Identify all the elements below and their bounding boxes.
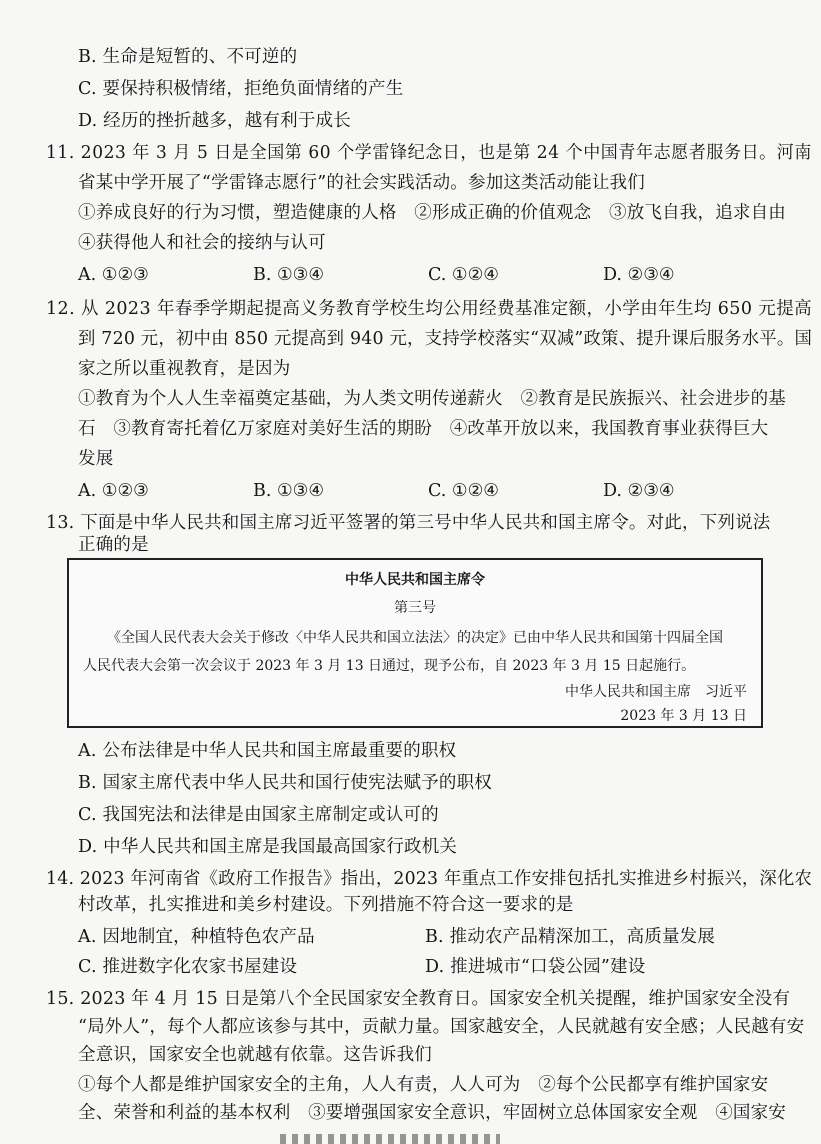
q12-option-b: B. ①③④ [253,481,325,501]
presidential-order-box [67,558,763,728]
q10-option-d: D. 经历的挫折越多，越有利于成长 [78,111,351,131]
order-body-line1: 《全国人民代表大会关于修改〈中华人民共和国立法法〉的决定》已由中华人民共和国第十四届全国 [107,630,723,646]
q11-option-d: D. ②③④ [603,265,675,285]
q14-option-a: A. 因地制宜，种植特色农产品 [78,927,315,947]
q15-stem-line3: 全意识，国家安全也就越有依靠。这告诉我们 [78,1045,432,1065]
order-date: 2023 年 3 月 13 日 [620,708,747,724]
order-signer: 中华人民共和国主席 习近平 [565,684,747,700]
q13-stem-line2: 正确的是 [78,535,149,555]
q14-stem-line1: 14. 2023 年河南省《政府工作报告》指出，2023 年重点工作安排包括扎实推进乡村振兴，深化农 [46,869,813,889]
q12-option-d: D. ②③④ [603,481,675,501]
q11-option-c: C. ①②④ [428,265,499,285]
q12-stem-line3: 家之所以重视教育，是因为 [78,359,291,379]
q12-choice-line1: ①教育为个人人生幸福奠定基础，为人类文明传递薪火 ②教育是民族振兴、社会进步的基 [78,389,786,409]
q12-choice-line3: 发展 [78,449,114,469]
q15-stem-line1: 15. 2023 年 4 月 15 日是第八个全民国家安全教育日。国家安全机关提醒，维护国家安全没有 [46,989,791,1009]
q13-option-c: C. 我国宪法和法律是由国家主席制定或认可的 [78,805,439,825]
q11-choice-line2: ④获得他人和社会的接纳与认可 [78,233,326,253]
q11-choice-line1: ①养成良好的行为习惯，塑造健康的人格 ②形成正确的价值观念 ③放飞自我，追求自由 [78,203,786,223]
q14-option-c: C. 推进数字化农家书屋建设 [78,957,298,977]
q14-option-b: B. 推动农产品精深加工，高质量发展 [425,927,716,947]
q11-stem-line2: 省某中学开展了“学雷锋志愿行”的社会实践活动。参加这类活动能让我们 [78,173,645,193]
q11-option-a: A. ①②③ [78,265,149,285]
q13-stem-line1: 13. 下面是中华人民共和国主席习近平签署的第三号中华人民共和国主席令。对此，下列说法 [46,513,771,533]
q15-choice-line1: ①每个人都是维护国家安全的主角，人人有责，人人可为 ②每个公民都享有维护国家安 [78,1075,769,1095]
q12-options [78,478,758,504]
q10-option-b: B. 生命是短暂的、不可逆的 [78,47,298,67]
q15-stem-line2: “局外人”，每个人都应该参与其中，贡献力量。国家越安全，人民就越有安全感；人民越有安 [78,1017,805,1037]
q12-choice-line2: 石 ③教育寄托着亿万家庭对美好生活的期盼 ④改革开放以来，我国教育事业获得巨大 [78,419,769,439]
order-body-line2: 人民代表大会第一次会议于 2023 年 3 月 13 日通过，现予公布，自 2023 年 3 月 15 日起施行。 [83,658,696,674]
q11-option-b: B. ①③④ [253,265,325,285]
q12-stem-line2: 到 720 元，初中由 850 元提高到 940 元，支持学校落实“双减”政策、提升课后服务水平。国 [78,329,813,349]
q11-options [78,262,758,288]
q13-option-b: B. 国家主席代表中华人民共和国行使宪法赋予的职权 [78,773,492,793]
q12-stem-line1: 12. 从 2023 年春季学期起提高义务教育学校生均公用经费基准定额，小学由年生均 650 元提高 [46,299,813,319]
q15-choice-line2: 全、荣誉和利益的基本权利 ③要增强国家安全意识，牢固树立总体国家安全观 ④国家安 [78,1103,786,1123]
q12-option-a: A. ①②③ [78,481,149,501]
cropped-footer-text [280,1134,500,1144]
q13-option-d: D. 中华人民共和国主席是我国最高国家行政机关 [78,837,458,857]
q14-option-d: D. 推进城市“口袋公园”建设 [425,957,646,977]
q11-stem-line1: 11. 2023 年 3 月 5 日是全国第 60 个学雷锋纪念日，也是第 24 个中国青年志愿者服务日。河南 [46,143,812,163]
order-title: 中华人民共和国主席令 [345,572,485,588]
q12-option-c: C. ①②④ [428,481,499,501]
q13-option-a: A. 公布法律是中华人民共和国主席最重要的职权 [78,741,457,761]
q14-stem-line2: 村改革，扎实推进和美乡村建设。下列措施不符合这一要求的是 [78,895,574,915]
q10-option-c: C. 要保持积极情绪，拒绝负面情绪的产生 [78,79,404,99]
order-number: 第三号 [394,600,436,616]
